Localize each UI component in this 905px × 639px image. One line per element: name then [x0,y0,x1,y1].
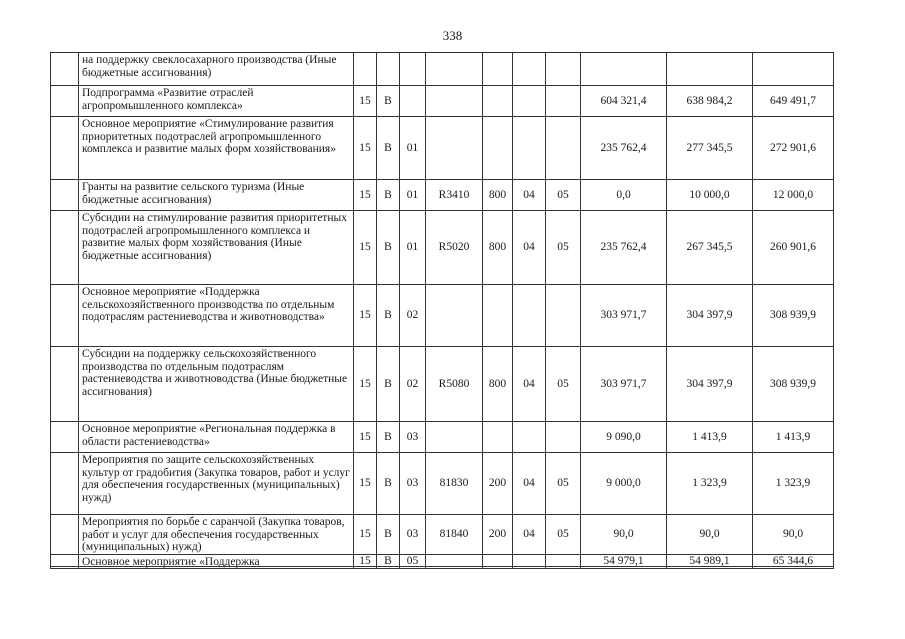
subprogram-code-cell: В [377,285,400,347]
year3-amount-cell: 90,0 [753,515,834,555]
section-cell: 04 [513,180,546,211]
section-cell [513,86,546,117]
section-cell [513,117,546,180]
item-name-cell: Основное мероприятие «Поддержка [79,554,354,569]
year2-amount-cell: 267 345,5 [667,211,753,285]
expense-type-cell [483,422,513,453]
subprogram-code-cell: В [377,117,400,180]
item-name-cell: Подпрограмма «Развитие отраслей агропромышленного комплекса» [79,86,354,117]
measure-code-cell: 03 [400,515,426,555]
index-cell [51,347,79,422]
index-cell [51,53,79,86]
subprogram-code-cell: В [377,422,400,453]
year3-amount-cell: 1 413,9 [753,422,834,453]
measure-code-cell: 03 [400,453,426,515]
direction-code-cell: R5020 [426,211,483,285]
budget-table [50,52,834,569]
index-cell [51,285,79,347]
subprogram-code-cell [377,53,400,86]
item-name-cell: Гранты на развитие сельского туризма (Иные бюджетные ассигнования) [79,180,354,211]
table-row [51,53,834,86]
subprogram-code-cell: В [377,86,400,117]
table-row [51,515,834,555]
item-name-cell: Основное мероприятие «Стимулирование развития приоритетных подотраслей агропромышленного комплекса и развитие малых форм хозяйствования» [79,117,354,180]
measure-code-cell: 01 [400,117,426,180]
expense-type-cell: 200 [483,515,513,555]
gp-code-cell: 15 [354,554,377,569]
direction-code-cell [426,117,483,180]
measure-code-cell: 02 [400,347,426,422]
gp-code-cell: 15 [354,515,377,555]
year2-amount-cell: 1 323,9 [667,453,753,515]
item-name-cell: на поддержку свеклосахарного производства (Иные бюджетные ассигнования) [79,53,354,86]
index-cell [51,453,79,515]
table-row [51,180,834,211]
direction-code-cell: 81830 [426,453,483,515]
subsection-cell [546,86,581,117]
year1-amount-cell: 9 000,0 [581,453,667,515]
subprogram-code-cell: В [377,211,400,285]
subprogram-code-cell: В [377,180,400,211]
measure-code-cell [400,53,426,86]
table-row [51,117,834,180]
year2-amount-cell: 304 397,9 [667,347,753,422]
year2-amount-cell [667,53,753,86]
section-cell [513,285,546,347]
measure-code-cell: 02 [400,285,426,347]
index-cell [51,211,79,285]
year3-amount-cell: 649 491,7 [753,86,834,117]
year1-amount-cell: 604 321,4 [581,86,667,117]
item-name-cell: Основное мероприятие «Поддержка сельскохозяйственного производства по отдельным подотраслям растениеводства и животноводства» [79,285,354,347]
item-name-cell: Мероприятия по борьбе с саранчой (Закупка товаров, работ и услуг для обеспечения государственных (муниципальных) нужд) [79,515,354,555]
subsection-cell [546,422,581,453]
index-cell [51,117,79,180]
subsection-cell: 05 [546,180,581,211]
gp-code-cell: 15 [354,453,377,515]
table-row [51,86,834,117]
item-name-cell: Субсидии на поддержку сельскохозяйственного производства по отдельным подотраслям растениеводства и животноводства (Иные бюджетные ассигнования) [79,347,354,422]
item-name-cell: Мероприятия по защите сельскохозяйственных культур от градобития (Закупка товаров, работ и услуг для обеспечения государственных (муниципальных) нужд) [79,453,354,515]
year1-amount-cell [581,53,667,86]
expense-type-cell: 800 [483,180,513,211]
item-name-cell: Субсидии на стимулирование развития приоритетных подотраслей агропромышленного комплекса и развитие малых форм хозяйствования (Иные бюджетные ассигнования) [79,211,354,285]
measure-code-cell: 01 [400,180,426,211]
direction-code-cell [426,86,483,117]
expense-type-cell [483,117,513,180]
year3-amount-cell: 272 901,6 [753,117,834,180]
subsection-cell: 05 [546,453,581,515]
year2-amount-cell: 90,0 [667,515,753,555]
subsection-cell: 05 [546,515,581,555]
item-name-cell: Основное мероприятие «Региональная поддержка в области растениеводства» [79,422,354,453]
measure-code-cell [400,86,426,117]
year1-amount-cell: 235 762,4 [581,211,667,285]
year1-amount-cell: 235 762,4 [581,117,667,180]
expense-type-cell: 800 [483,211,513,285]
index-cell [51,515,79,555]
direction-code-cell [426,285,483,347]
section-cell [513,422,546,453]
year1-amount-cell: 54 979,1 [581,554,667,569]
subprogram-code-cell: В [377,515,400,555]
year1-amount-cell: 90,0 [581,515,667,555]
table-bottom-rule [50,566,833,567]
gp-code-cell: 15 [354,86,377,117]
year3-amount-cell: 308 939,9 [753,347,834,422]
year1-amount-cell: 0,0 [581,180,667,211]
direction-code-cell [426,422,483,453]
year1-amount-cell: 303 971,7 [581,347,667,422]
table-row [51,285,834,347]
expense-type-cell: 200 [483,453,513,515]
year3-amount-cell: 1 323,9 [753,453,834,515]
subprogram-code-cell: В [377,554,400,569]
year3-amount-cell: 308 939,9 [753,285,834,347]
section-cell: 04 [513,515,546,555]
table-body [51,53,834,569]
gp-code-cell: 15 [354,117,377,180]
year2-amount-cell: 54 989,1 [667,554,753,569]
year2-amount-cell: 304 397,9 [667,285,753,347]
expense-type-cell [483,285,513,347]
gp-code-cell: 15 [354,285,377,347]
section-cell: 04 [513,211,546,285]
gp-code-cell [354,53,377,86]
measure-code-cell: 03 [400,422,426,453]
gp-code-cell: 15 [354,347,377,422]
gp-code-cell: 15 [354,180,377,211]
table-row [51,453,834,515]
year2-amount-cell: 1 413,9 [667,422,753,453]
index-cell [51,422,79,453]
subsection-cell: 05 [546,211,581,285]
subprogram-code-cell: В [377,453,400,515]
subsection-cell [546,285,581,347]
page-number: 338 [442,28,463,43]
gp-code-cell: 15 [354,211,377,285]
table-row [51,347,834,422]
measure-code-cell: 05 [400,554,426,569]
table-row [51,422,834,453]
subsection-cell [546,53,581,86]
year2-amount-cell: 10 000,0 [667,180,753,211]
direction-code-cell: R3410 [426,180,483,211]
subsection-cell: 05 [546,347,581,422]
year3-amount-cell: 260 901,6 [753,211,834,285]
section-cell: 04 [513,347,546,422]
year2-amount-cell: 277 345,5 [667,117,753,180]
year1-amount-cell: 9 090,0 [581,422,667,453]
index-cell [51,86,79,117]
direction-code-cell [426,53,483,86]
subsection-cell [546,117,581,180]
measure-code-cell: 01 [400,211,426,285]
year3-amount-cell: 12 000,0 [753,180,834,211]
index-cell [51,180,79,211]
year1-amount-cell: 303 971,7 [581,285,667,347]
table-row [51,211,834,285]
year3-amount-cell: 65 344,6 [753,554,834,569]
expense-type-cell [483,86,513,117]
expense-type-cell [483,53,513,86]
direction-code-cell: R5080 [426,347,483,422]
section-cell: 04 [513,453,546,515]
gp-code-cell: 15 [354,422,377,453]
year3-amount-cell [753,53,834,86]
subprogram-code-cell: В [377,347,400,422]
direction-code-cell: 81840 [426,515,483,555]
expense-type-cell: 800 [483,347,513,422]
year2-amount-cell: 638 984,2 [667,86,753,117]
section-cell [513,53,546,86]
